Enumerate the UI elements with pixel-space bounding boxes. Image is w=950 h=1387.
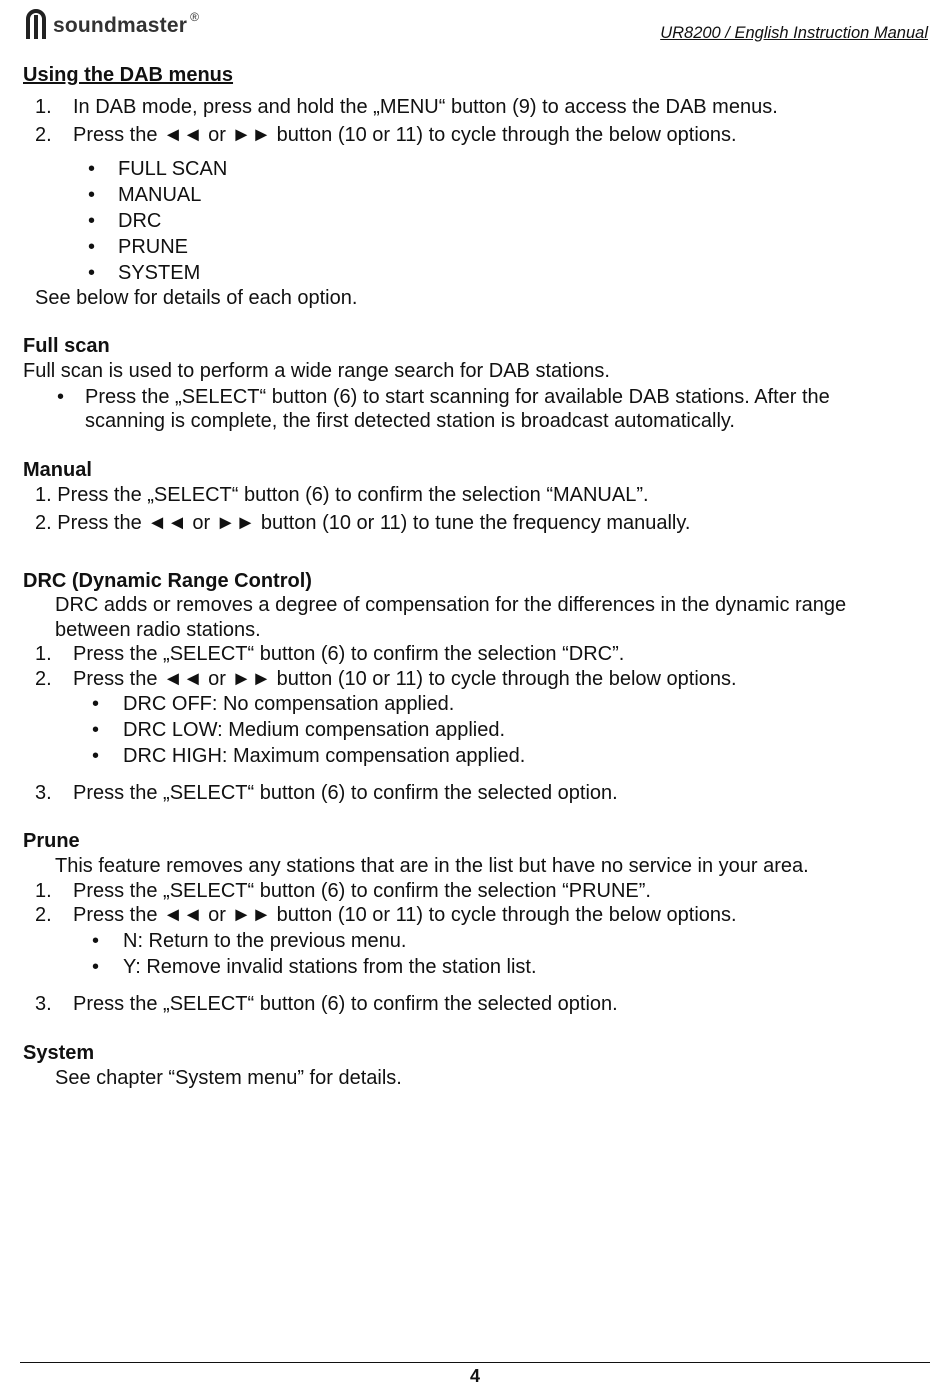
step-text: Press the „SELECT“ button (6) to confirm the selection “PRUNE”. bbox=[73, 880, 651, 902]
option-item: DRC LOW: Medium compensation applied. bbox=[123, 719, 506, 741]
step-text: Press the ◄◄ or ►► button (10 or 11) to cycle through the below options. bbox=[73, 668, 737, 690]
option-item: DRC bbox=[118, 210, 162, 232]
section-title-drc: DRC (Dynamic Range Control) bbox=[23, 570, 312, 592]
section-desc: DRC adds or removes a degree of compensation for the differences in the dynamic range bbox=[55, 594, 847, 616]
option-item: SYSTEM bbox=[118, 262, 201, 284]
step-text: Press the ◄◄ or ►► button (10 or 11) to cycle through the below options. bbox=[73, 904, 737, 926]
step-text: Press the „SELECT“ button (6) to confirm the selected option. bbox=[73, 782, 618, 804]
bullet-icon: • bbox=[92, 930, 100, 952]
section-desc: between radio stations. bbox=[55, 619, 261, 641]
section-desc: Full scan is used to perform a wide range search for DAB stations. bbox=[23, 360, 610, 382]
section-desc: This feature removes any stations that are in the list but have no service in your area. bbox=[55, 855, 809, 877]
step-number: 2. bbox=[35, 124, 52, 146]
manual-title: UR8200 / English Instruction Manual bbox=[660, 24, 928, 42]
bullet-icon: • bbox=[92, 745, 100, 767]
step-number: 3. bbox=[35, 993, 52, 1015]
option-item: Y: Remove invalid stations from the station list. bbox=[123, 956, 537, 978]
step-text: Press the „SELECT“ button (6) to confirm the selected option. bbox=[73, 993, 618, 1015]
step-number: 1. bbox=[35, 880, 52, 902]
brand-name: soundmaster bbox=[53, 14, 188, 37]
option-item: PRUNE bbox=[118, 236, 189, 258]
bullet-icon: • bbox=[88, 158, 96, 180]
step-number: 3. bbox=[35, 782, 52, 804]
bullet-icon: • bbox=[88, 184, 96, 206]
bullet-icon: • bbox=[57, 386, 65, 408]
section-title-system: System bbox=[23, 1042, 95, 1064]
step-text: In DAB mode, press and hold the „MENU“ button (9) to access the DAB menus. bbox=[73, 96, 778, 118]
bullet-text: scanning is complete, the first detected station is broadcast automatically. bbox=[85, 410, 735, 432]
soundmaster-logo-icon bbox=[22, 9, 50, 43]
bullet-icon: • bbox=[92, 693, 100, 715]
section-desc: See chapter “System menu” for details. bbox=[55, 1067, 402, 1089]
bullet-text: Press the „SELECT“ button (6) to start scanning for available DAB stations. After the bbox=[85, 386, 830, 408]
step-number: 2. bbox=[35, 668, 52, 690]
section-title-dab-menus: Using the DAB menus bbox=[23, 64, 234, 86]
option-item: MANUAL bbox=[118, 184, 202, 206]
bullet-icon: • bbox=[88, 262, 96, 284]
step-text: Press the ◄◄ or ►► button (10 or 11) to cycle through the below options. bbox=[73, 124, 737, 146]
step-text: 2. Press the ◄◄ or ►► button (10 or 11) to tune the frequency manually. bbox=[35, 512, 691, 534]
bullet-icon: • bbox=[92, 719, 100, 741]
section-title-manual: Manual bbox=[23, 459, 92, 481]
page-number: 4 bbox=[469, 1366, 480, 1386]
bullet-icon: • bbox=[88, 210, 96, 232]
brand-logo bbox=[22, 8, 199, 44]
section-title-full-scan: Full scan bbox=[23, 335, 110, 357]
bullet-icon: • bbox=[88, 236, 96, 258]
section-title-prune: Prune bbox=[23, 830, 80, 852]
footer-divider bbox=[20, 1362, 930, 1363]
option-item: DRC OFF: No compensation applied. bbox=[123, 693, 455, 715]
option-item: DRC HIGH: Maximum compensation applied. bbox=[123, 745, 526, 767]
step-number: 1. bbox=[35, 643, 52, 665]
option-item: N: Return to the previous menu. bbox=[123, 930, 407, 952]
step-number: 1. bbox=[35, 96, 52, 118]
step-text: Press the „SELECT“ button (6) to confirm the selection “DRC”. bbox=[73, 643, 625, 665]
option-item: FULL SCAN bbox=[118, 158, 228, 180]
note-text: See below for details of each option. bbox=[35, 287, 358, 309]
registered-mark: ® bbox=[190, 10, 199, 24]
step-number: 2. bbox=[35, 904, 52, 926]
bullet-icon: • bbox=[92, 956, 100, 978]
step-text: 1. Press the „SELECT“ button (6) to confirm the selection “MANUAL”. bbox=[35, 484, 649, 506]
